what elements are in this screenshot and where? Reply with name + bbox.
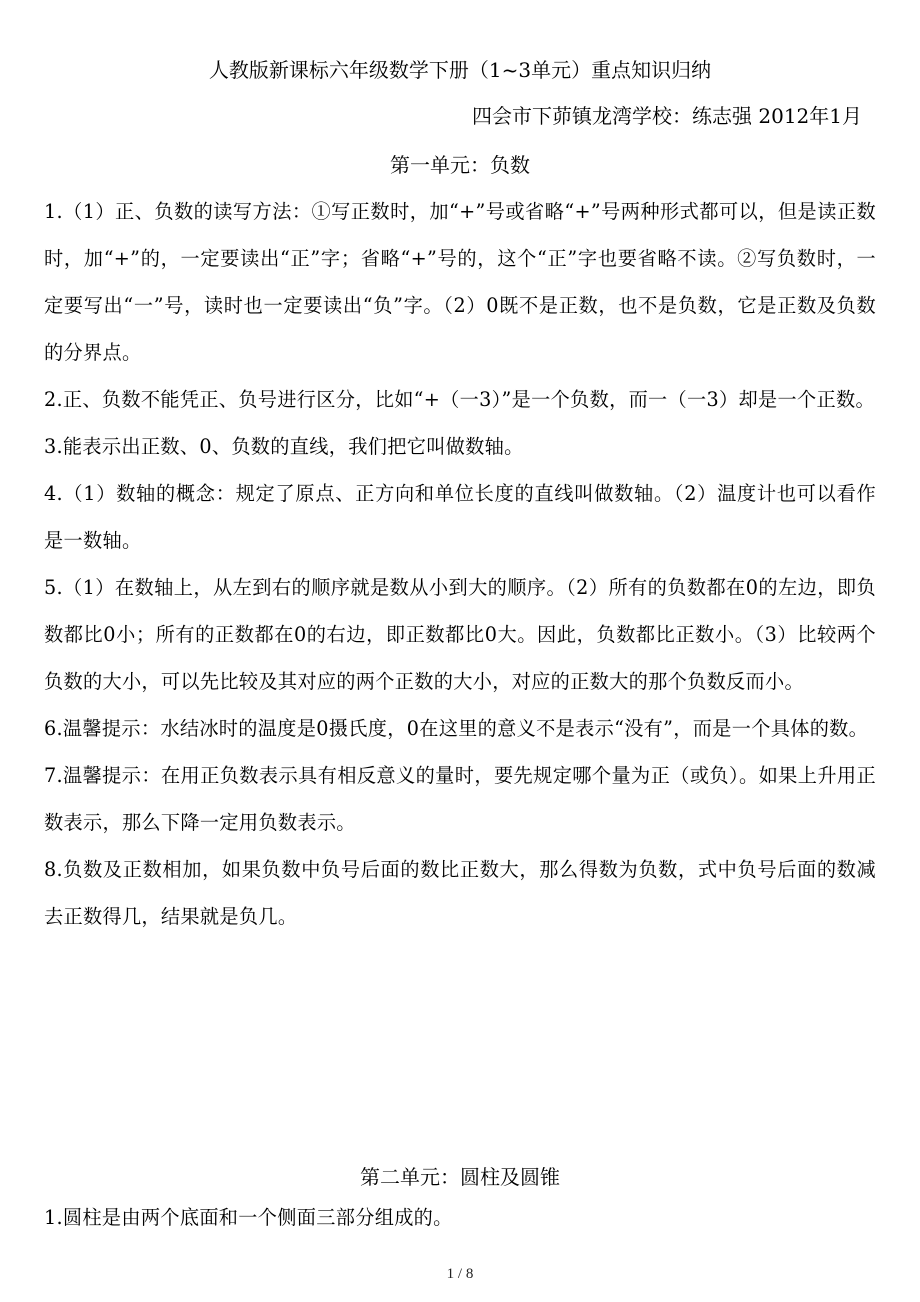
- unit-1-item-1: 1.（1）正、负数的读写方法：①写正数时，加“+”号或省略“+”号两种形式都可以，但是读正数时，加“+”的，一定要读出“正”字；省略“+”号的，这个“正”字也要省略不读。②写负数时，一定要写出“一”号，读时也一定要读出“负”字。（2）0既不是正数，也不是负数，它是正数及负数的分界点。: [44, 200, 876, 364]
- unit-1-item-8: 8.负数及正数相加，如果负数中负号后面的数比正数大，那么得数为负数，式中负号后面的数减去正数得几，结果就是负几。: [44, 858, 876, 928]
- unit-1-item-6: 6.温馨提示：水结冰时的温度是0摄氏度，0在这里的意义不是表示“没有”，而是一个具体的数。: [44, 717, 869, 740]
- unit-1-item-2: 2.正、负数不能凭正、负号进行区分，比如“+（一3）”是一个负数，而一（一3）却是一个正数。: [44, 388, 875, 411]
- unit-1-item-3: 3.能表示出正数、0、负数的直线，我们把它叫做数轴。: [44, 435, 524, 458]
- unit-1-item-5: 5.（1）在数轴上，从左到右的顺序就是数从小到大的顺序。（2）所有的负数都在0的左边，即负数都比0小；所有的正数都在0的右边，即正数都比0大。因此，负数都比正数小。（3）比较两个负数的大小，可以先比较及其对应的两个正数的大小，对应的正数大的那个负数反而小。: [44, 576, 876, 693]
- unit-1-item-4: 4.（1）数轴的概念：规定了原点、正方向和单位长度的直线叫做数轴。（2）温度计也可以看作是一数轴。: [44, 482, 876, 552]
- unit-1-body: [44, 188, 876, 940]
- unit-1-heading: 第一单元：负数: [390, 153, 530, 177]
- unit-2-heading: 第二单元：圆柱及圆锥: [360, 1165, 560, 1189]
- unit-1-item-7: 7.温馨提示：在用正负数表示具有相反意义的量时，要先规定哪个量为正（或负）。如果上升用正数表示，那么下降一定用负数表示。: [44, 764, 876, 834]
- document-title: 人教版新课标六年级数学下册（1~3单元）重点知识归纳: [208, 58, 712, 82]
- author-line: 四会市下茆镇龙湾学校：练志强 2012年1月: [472, 104, 862, 128]
- unit-2-item-1: 1.圆柱是由两个底面和一个侧面三部分组成的。: [44, 1206, 453, 1229]
- page-indicator: 1 / 8: [446, 1266, 474, 1282]
- unit-2-body: [44, 1194, 876, 1241]
